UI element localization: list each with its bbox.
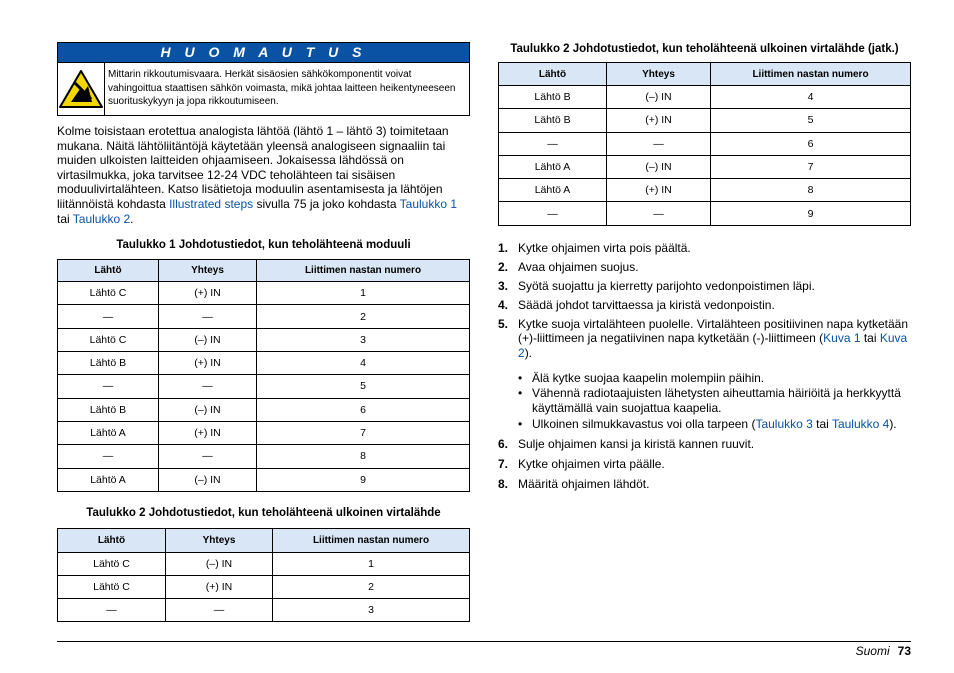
step-5-notes — [498, 371, 911, 432]
col-header-output: Lähtö — [499, 63, 607, 86]
step-text: Syötä suojattu ja kierretty parijohto vedonpoistimen läpi. — [518, 278, 815, 293]
link-figure-1[interactable]: Kuva 1 — [823, 331, 861, 346]
step-number: 8. — [498, 476, 509, 491]
cell-pin: 9 — [711, 202, 911, 225]
cell-output: — — [58, 375, 159, 398]
cell-output: — — [58, 305, 159, 328]
table-2-cont-caption: Taulukko 2 Johdotustiedot, kun teholähteenä ulkoinen virtalähde (jatk.) — [510, 43, 899, 55]
step-text: ). — [524, 345, 533, 360]
step-number: 6. — [498, 436, 509, 451]
step-text: Säädä johdot tarvittaessa ja kiristä vedonpoistin. — [518, 297, 775, 312]
intro-text: tai — [57, 211, 73, 226]
page-number: 73 — [897, 644, 911, 658]
cell-output: — — [58, 598, 166, 621]
cell-connection: (+) IN — [159, 352, 257, 375]
note-item — [518, 417, 911, 432]
cell-connection: (–) IN — [607, 86, 711, 109]
notice-title: H U O M A U T U S — [58, 43, 469, 63]
col-header-pin: Liittimen nastan numero — [273, 528, 470, 552]
cell-output: Lähtö A — [58, 468, 159, 491]
step-number: 7. — [498, 456, 509, 471]
esd-warning-icon — [58, 63, 105, 115]
link-table-3[interactable]: Taulukko 3 — [755, 417, 813, 432]
table-row — [58, 375, 470, 398]
cell-pin: 1 — [273, 552, 470, 575]
table-row — [499, 155, 911, 178]
step-number: 2. — [498, 259, 509, 274]
table-2-caption: Taulukko 2 Johdotustiedot, kun teholähteenä ulkoinen virtalähde — [86, 506, 441, 519]
right-column — [498, 42, 911, 491]
table-1 — [57, 259, 470, 492]
cell-pin: 4 — [257, 352, 470, 375]
note-text: ). — [889, 417, 897, 432]
cell-output: — — [58, 445, 159, 468]
table-row — [58, 421, 470, 444]
step-text: Kytke ohjaimen virta pois päältä. — [518, 240, 691, 255]
cell-connection: — — [607, 202, 711, 225]
link-table-4[interactable]: Taulukko 4 — [831, 417, 890, 432]
table-row — [499, 109, 911, 132]
cell-connection: (–) IN — [159, 328, 257, 351]
note-text: Älä kytke suojaa kaapelin molempiin päihin. — [532, 370, 765, 385]
link-table-1[interactable]: Taulukko 1 — [399, 196, 458, 211]
cell-connection: — — [166, 598, 273, 621]
step-text: Avaa ohjaimen suojus. — [518, 259, 639, 274]
procedure-steps-continued — [498, 437, 911, 492]
step-6 — [498, 437, 911, 452]
step-7 — [498, 457, 911, 472]
left-column — [57, 42, 470, 622]
col-header-pin: Liittimen nastan numero — [711, 63, 911, 86]
intro-text: Kolme toisistaan erotettua analogista lähtöä (lähtö 1 – lähtö 3) toimitetaan mukana. Näitä lähtöliitäntöjä käytetään yleensä analogiseen signaaliin tai muiden ulkoisten laitteiden ohjaamiseen. Jokaisessa lähdössä on virtasilmukka, joka tarvitsee 12-24 VDC teholähteen tai sisäisen moduulivirtalähteen. Katso lisätietoja moduulin asentamisesta ja lähtöjen liitännöistä kohdasta — [57, 124, 449, 211]
step-2 — [498, 260, 911, 275]
cell-connection: — — [159, 305, 257, 328]
table-2-continued — [498, 62, 911, 226]
cell-pin: 7 — [711, 155, 911, 178]
intro-text: . — [130, 211, 134, 226]
cell-connection: (+) IN — [607, 179, 711, 202]
cell-pin: 6 — [257, 398, 470, 421]
cell-output: — — [499, 202, 607, 225]
table-row — [499, 132, 911, 155]
table-row — [499, 202, 911, 225]
table-row — [58, 398, 470, 421]
step-number: 4. — [498, 297, 509, 312]
note-item — [518, 386, 911, 415]
cell-pin: 2 — [273, 575, 470, 598]
step-text: Määritä ohjaimen lähdöt. — [518, 476, 650, 491]
cell-pin: 6 — [711, 132, 911, 155]
cell-output: Lähtö B — [499, 109, 607, 132]
cell-output: Lähtö B — [499, 86, 607, 109]
cell-pin: 1 — [257, 282, 470, 305]
table-row — [58, 598, 470, 621]
bullet-icon: • — [518, 417, 523, 432]
table-row — [499, 179, 911, 202]
cell-connection: (–) IN — [159, 398, 257, 421]
note-text: tai — [812, 417, 832, 432]
step-text: tai — [860, 331, 880, 346]
col-header-connection: Yhteys — [166, 528, 273, 552]
step-text: Kytke suoja virtalähteen puolelle. Virtalähteen positiivinen napa kytketään (+)-liittimeen ja negatiivinen napa kytketään (-)-liittimeen ( — [518, 316, 909, 346]
cell-pin: 7 — [257, 421, 470, 444]
table-row — [499, 86, 911, 109]
step-1 — [498, 241, 911, 256]
cell-connection: (–) IN — [166, 552, 273, 575]
table-row — [58, 575, 470, 598]
table-row — [58, 282, 470, 305]
cell-output: Lähtö A — [58, 421, 159, 444]
procedure-steps — [498, 241, 911, 361]
cell-connection: (+) IN — [607, 109, 711, 132]
cell-output: Lähtö A — [499, 155, 607, 178]
note-text: Ulkoinen silmukkavastus voi olla tarpeen ( — [532, 417, 756, 432]
step-number: 1. — [498, 240, 509, 255]
table-row — [58, 445, 470, 468]
footer-divider — [57, 641, 911, 642]
footer-language: Suomi — [855, 644, 890, 658]
table-row — [58, 328, 470, 351]
cell-pin: 9 — [257, 468, 470, 491]
link-table-2[interactable]: Taulukko 2 — [72, 211, 131, 226]
step-text: Kytke ohjaimen virta päälle. — [518, 456, 665, 471]
cell-pin: 2 — [257, 305, 470, 328]
intro-paragraph — [57, 124, 470, 226]
table-row — [58, 468, 470, 491]
cell-pin: 3 — [257, 328, 470, 351]
step-text: Sulje ohjaimen kansi ja kiristä kannen ruuvit. — [518, 436, 755, 451]
cell-output: Lähtö B — [58, 398, 159, 421]
link-figure-2[interactable]: Kuva 2 — [518, 331, 908, 360]
notice-text: Mittarin rikkoutumisvaara. Herkät sisäosien sähkökomponentit voivat vahingoittua staattisen sähkön voimasta, mikä johtaa laitteen heikentyneeseen suorituskykyyn ja jopa rikkoutumiseen. — [108, 69, 456, 107]
cell-connection: — — [159, 445, 257, 468]
step-4 — [498, 298, 911, 313]
cell-output: Lähtö C — [58, 575, 166, 598]
note-item — [518, 371, 911, 386]
cell-pin: 5 — [711, 109, 911, 132]
col-header-output: Lähtö — [58, 528, 166, 552]
cell-pin: 5 — [257, 375, 470, 398]
cell-pin: 8 — [257, 445, 470, 468]
table-1-caption: Taulukko 1 Johdotustiedot, kun teholähteenä moduuli — [116, 239, 411, 252]
col-header-output: Lähtö — [58, 260, 159, 282]
cell-pin: 3 — [273, 598, 470, 621]
intro-text: sivulla 75 ja joko kohdasta — [253, 196, 400, 211]
bullet-icon: • — [518, 370, 523, 385]
step-number: 5. — [498, 316, 509, 331]
step-5 — [498, 317, 911, 361]
bullet-icon: • — [518, 386, 523, 401]
cell-output: Lähtö C — [58, 552, 166, 575]
cell-connection: — — [607, 132, 711, 155]
cell-connection: (+) IN — [159, 421, 257, 444]
cell-connection: (–) IN — [159, 468, 257, 491]
step-3 — [498, 279, 911, 294]
cell-connection: — — [159, 375, 257, 398]
cell-connection: (–) IN — [607, 155, 711, 178]
note-text: Vähennä radiotaajuisten lähetysten aiheuttamia häiriöitä ja herkkyyttä käyttämällä vain suojattua kaapelia. — [532, 386, 901, 415]
col-header-connection: Yhteys — [159, 260, 257, 282]
step-number: 3. — [498, 278, 509, 293]
cell-connection: (+) IN — [159, 282, 257, 305]
cell-output: Lähtö B — [58, 352, 159, 375]
cell-output: Lähtö C — [58, 328, 159, 351]
table-row — [58, 352, 470, 375]
cell-pin: 4 — [711, 86, 911, 109]
step-8 — [498, 477, 911, 492]
cell-pin: 8 — [711, 179, 911, 202]
table-row — [58, 552, 470, 575]
col-header-pin: Liittimen nastan numero — [257, 260, 470, 282]
page-footer — [856, 644, 911, 658]
col-header-connection: Yhteys — [607, 63, 711, 86]
cell-output: Lähtö A — [499, 179, 607, 202]
table-row — [58, 305, 470, 328]
link-illustrated-steps[interactable]: Illustrated steps — [169, 196, 254, 211]
notice-box — [57, 42, 470, 116]
table-2 — [57, 528, 470, 622]
cell-connection: (+) IN — [166, 575, 273, 598]
cell-output: — — [499, 132, 607, 155]
cell-output: Lähtö C — [58, 282, 159, 305]
